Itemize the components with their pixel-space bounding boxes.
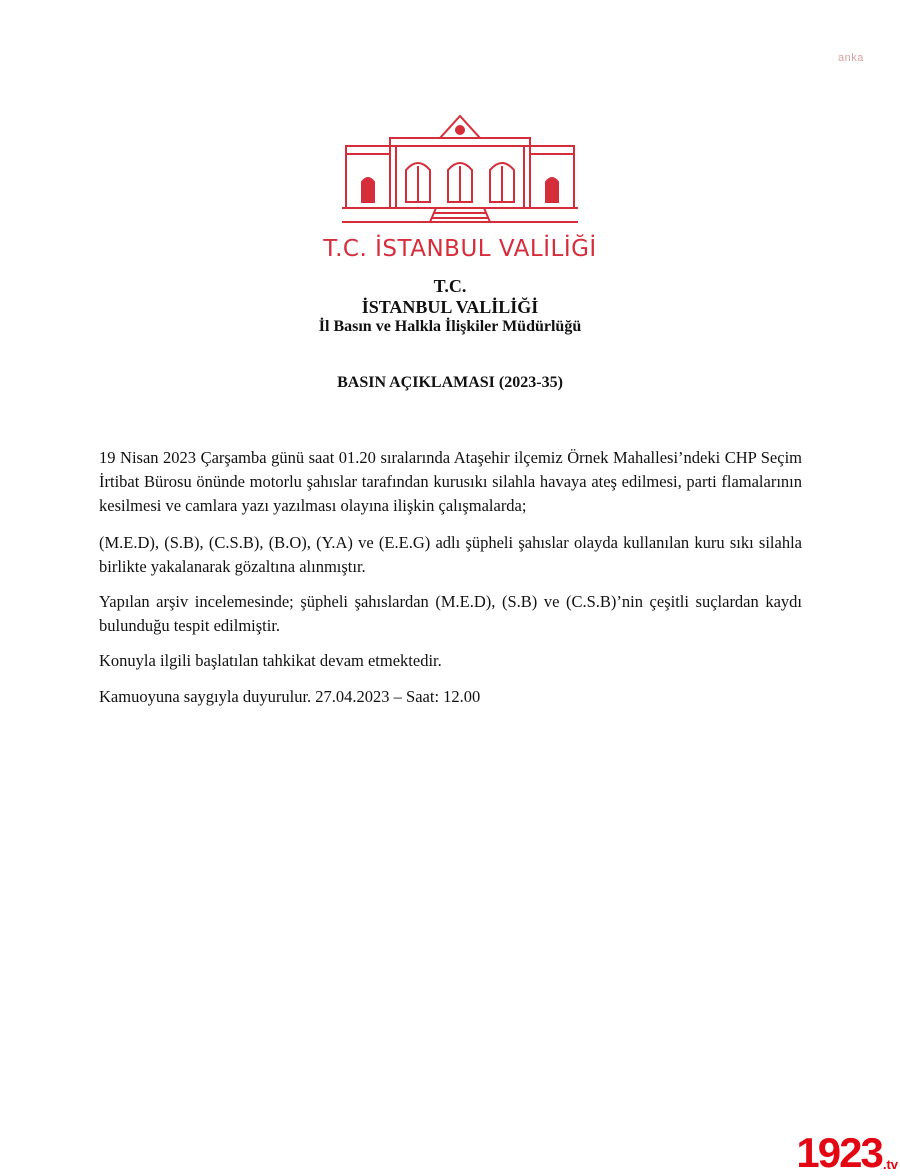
paragraph-closing: Kamuoyuna saygıyla duyurulur. 27.04.2023 – Saat: 12.00 — [99, 687, 481, 706]
paragraph-records: Yapılan arşiv incelemesinde; şüpheli şahıslardan (M.E.D), (S.B) ve (C.S.B)’nin çeşitli suçlardan kaydı bulunduğu tespit edilmiştir. — [99, 592, 802, 635]
brand-logo — [796, 1129, 898, 1176]
header-directorate: İl Basın ve Halkla İlişkiler Müdürlüğü — [318, 318, 582, 335]
paragraph-incident: 19 Nisan 2023 Çarşamba günü saat 01.20 sıralarında Ataşehir ilçemiz Örnek Mahallesi’ndeki CHP Seçim İrtibat Bürosu önünde motorlu şahıslar tarafından kurusıkı silahla havaya ateş edilmesi, parti flamalarının kesilmesi ve camlara yazı yazılması olayına ilişkin çalışmalarda; — [99, 448, 802, 515]
paragraph-suspects: (M.E.D), (S.B), (C.S.B), (B.O), (Y.A) ve (E.E.G) adlı şüpheli şahıslar olayda kullanılan kuru sıkı silahla birlikte yakalanarak gözaltına alınmıştır. — [99, 533, 802, 576]
header-valilik: İSTANBUL VALİLİĞİ — [361, 297, 539, 317]
brand-number: 1923 — [796, 1129, 882, 1176]
document-title: BASIN AÇIKLAMASI (2023-35) — [337, 374, 563, 391]
watermark-text: anka — [838, 52, 864, 64]
paragraph-investigation: Konuyla ilgili başlatılan tahkikat devam etmektedir. — [99, 651, 442, 670]
logo-caption: T.C. İSTANBUL VALİLİĞİ — [323, 236, 597, 262]
brand-suffix: .tv — [882, 1157, 898, 1172]
header-tc: T.C. — [433, 276, 467, 296]
istanbul-governorship-logo — [323, 110, 597, 270]
